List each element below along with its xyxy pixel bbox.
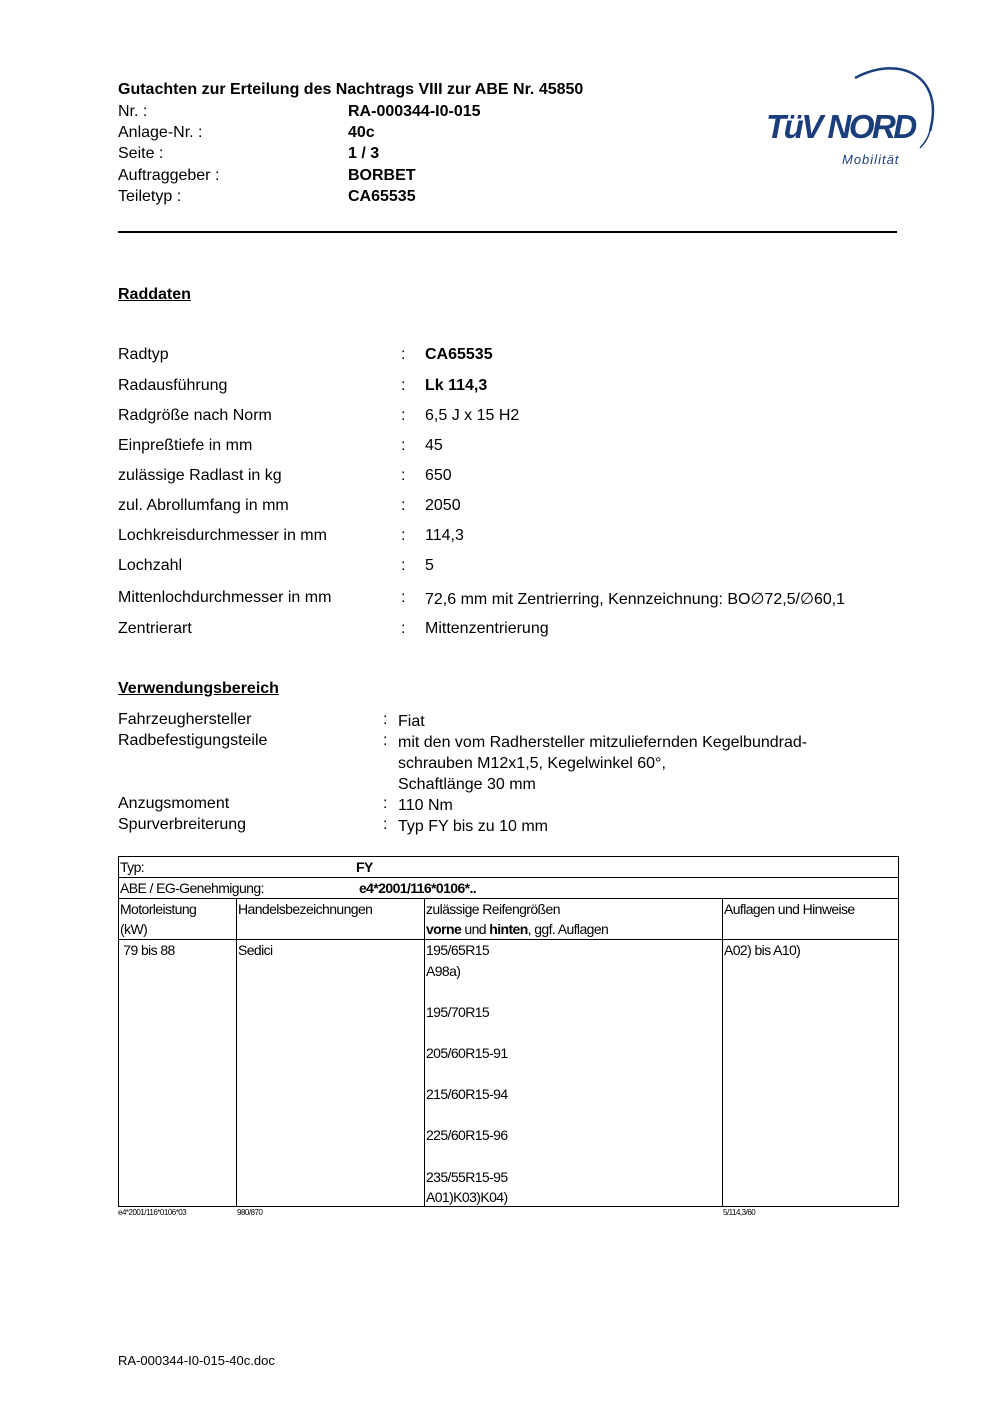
raddaten-label: Lochzahl xyxy=(118,557,183,574)
table-typ-row xyxy=(119,857,898,878)
raddaten-row xyxy=(118,620,918,640)
colon-separator: : xyxy=(383,816,388,833)
colon-separator: : xyxy=(401,407,406,424)
header-label: Teiletyp : xyxy=(118,188,182,205)
colon-separator: : xyxy=(383,732,388,749)
verwendung-value-line: Schaftlänge 30 mm xyxy=(398,776,536,793)
raddaten-label: Radausführung xyxy=(118,377,228,394)
col-name-header: Handelsbezeichnungen xyxy=(236,899,424,939)
abe-label: ABE / EG-Genehmigung: xyxy=(120,880,264,896)
abe-value: e4*2001/116*0106*.. xyxy=(359,880,477,896)
tuv-nord-logo xyxy=(760,56,945,176)
header-value: CA65535 xyxy=(348,188,416,205)
table-row xyxy=(119,940,898,1206)
verwendung-value-line: schrauben M12x1,5, Kegelwinkel 60°, xyxy=(398,755,666,772)
col-power-header: Motorleistung (kW) xyxy=(120,901,197,937)
typ-value: FY xyxy=(356,859,373,875)
colon-separator: : xyxy=(401,437,406,454)
raddaten-label: zul. Abrollumfang in mm xyxy=(118,497,289,514)
verwendung-label: Anzugsmoment xyxy=(118,795,230,812)
raddaten-row xyxy=(118,589,918,609)
verwendung-label: Radbefestigungsteile xyxy=(118,732,268,749)
raddaten-heading: Raddaten xyxy=(118,286,191,303)
raddaten-row xyxy=(118,437,918,457)
raddaten-value: 650 xyxy=(425,467,452,484)
power-cell: 79 bis 88 xyxy=(120,942,175,958)
table-abe-row xyxy=(119,878,898,899)
raddaten-value: CA65535 xyxy=(425,346,493,363)
raddaten-label: Lochkreisdurchmesser in mm xyxy=(118,527,327,544)
vehicle-table xyxy=(118,856,899,1207)
verwendung-value-line: Fiat xyxy=(398,713,425,730)
header-value: 1 / 3 xyxy=(348,145,380,162)
footnote-weight: 980/870 xyxy=(237,1208,263,1217)
tyre-size-line: A01)K03)K04) xyxy=(426,1189,508,1206)
header-value: 40c xyxy=(348,124,375,141)
header-label: Anlage-Nr. : xyxy=(118,124,203,141)
tyre-size-line: 215/60R15-94 xyxy=(426,1086,508,1103)
raddaten-label: Einpreßtiefe in mm xyxy=(118,437,253,454)
header-label: Nr. : xyxy=(118,103,148,120)
raddaten-value: 5 xyxy=(425,557,434,574)
raddaten-row xyxy=(118,497,918,517)
name-cell: Sedici xyxy=(236,940,424,1206)
header-label: Auftraggeber : xyxy=(118,167,220,184)
raddaten-row xyxy=(118,377,918,397)
raddaten-value: 114,3 xyxy=(425,527,464,544)
tyre-size-line: 235/55R15-95 xyxy=(426,1168,508,1185)
colon-separator: : xyxy=(401,557,406,574)
raddaten-value: 45 xyxy=(425,437,443,454)
raddaten-row xyxy=(118,557,918,577)
verwendung-value-line: 110 Nm xyxy=(398,797,453,814)
footnote-pcd: 5/114,3/60 xyxy=(723,1208,756,1217)
logo-brand-text: TüV NORD xyxy=(766,108,915,145)
raddaten-row xyxy=(118,407,918,427)
raddaten-value: 6,5 J x 15 H2 xyxy=(425,407,520,424)
logo-sub-text: Mobilität xyxy=(842,152,900,167)
tyre-size-line xyxy=(426,1022,722,1043)
verwendung-value xyxy=(398,795,453,816)
header-divider xyxy=(118,231,897,233)
tyre-size-line xyxy=(426,1064,722,1085)
document-filename: RA-000344-I0-015-40c.doc xyxy=(118,1353,275,1368)
verwendung-value xyxy=(398,732,807,795)
verwendung-value xyxy=(398,816,548,837)
notes-cell: A02) bis A10) xyxy=(722,940,898,1206)
colon-separator: : xyxy=(401,497,406,514)
tyre-size-line xyxy=(426,981,722,1002)
header-label: Seite : xyxy=(118,145,164,162)
tyre-size-line: 225/60R15-96 xyxy=(426,1127,508,1144)
colon-separator: : xyxy=(401,346,406,363)
raddaten-value: 2050 xyxy=(425,497,461,514)
raddaten-label: zulässige Radlast in kg xyxy=(118,467,282,484)
raddaten-label: Radtyp xyxy=(118,346,169,363)
tyre-size-line: 195/65R15 xyxy=(426,942,490,958)
colon-separator: : xyxy=(383,711,388,728)
tyre-size-line: 195/70R15 xyxy=(426,1003,490,1020)
raddaten-row xyxy=(118,346,918,366)
col-notes-header: Auflagen und Hinweise xyxy=(722,899,898,939)
raddaten-row xyxy=(118,467,918,487)
table-header-row xyxy=(119,899,898,940)
typ-label: Typ: xyxy=(120,859,145,875)
colon-separator: : xyxy=(401,589,406,606)
col-tyres-header: zulässige Reifengrößen vorne und hinten, ggf. Auflagen xyxy=(424,899,722,939)
verwendung-label: Fahrzeughersteller xyxy=(118,711,252,728)
tyres-cell xyxy=(424,940,722,1206)
raddaten-label: Mittenlochdurchmesser in mm xyxy=(118,589,332,606)
colon-separator: : xyxy=(401,620,406,637)
raddaten-value: Mittenzentrierung xyxy=(425,620,549,637)
verwendung-label: Spurverbreiterung xyxy=(118,816,247,833)
verwendungsbereich-heading: Verwendungsbereich xyxy=(118,680,279,697)
colon-separator: : xyxy=(401,377,406,394)
verwendung-value-line: Typ FY bis zu 10 mm xyxy=(398,818,548,835)
header-value: RA-000344-I0-015 xyxy=(348,103,481,120)
tyre-size-line xyxy=(426,1146,722,1167)
tyre-size-line xyxy=(426,1105,722,1126)
raddaten-value: Lk 114,3 xyxy=(425,377,488,394)
document-title: Gutachten zur Erteilung des Nachtrags VIII zur ABE Nr. 45850 xyxy=(118,81,584,98)
tyre-size-line: 205/60R15-91 xyxy=(426,1044,508,1061)
raddaten-label: Radgröße nach Norm xyxy=(118,407,272,424)
colon-separator: : xyxy=(383,795,388,812)
verwendung-value-line: mit den vom Radhersteller mitzuliefernden Kegelbundrad- xyxy=(398,734,808,751)
raddaten-row xyxy=(118,527,918,547)
colon-separator: : xyxy=(401,527,406,544)
header-value: BORBET xyxy=(348,167,416,184)
raddaten-label: Zentrierart xyxy=(118,620,192,637)
tyre-size-line: A98a) xyxy=(426,962,461,979)
footnote-ec-number: e4*2001/116*0106*03 xyxy=(118,1208,187,1217)
colon-separator: : xyxy=(401,467,406,484)
verwendung-value xyxy=(398,711,425,732)
raddaten-value: 72,6 mm mit Zentrierring, Kennzeichnung: BO∅72,5/∅60,1 xyxy=(425,591,846,608)
